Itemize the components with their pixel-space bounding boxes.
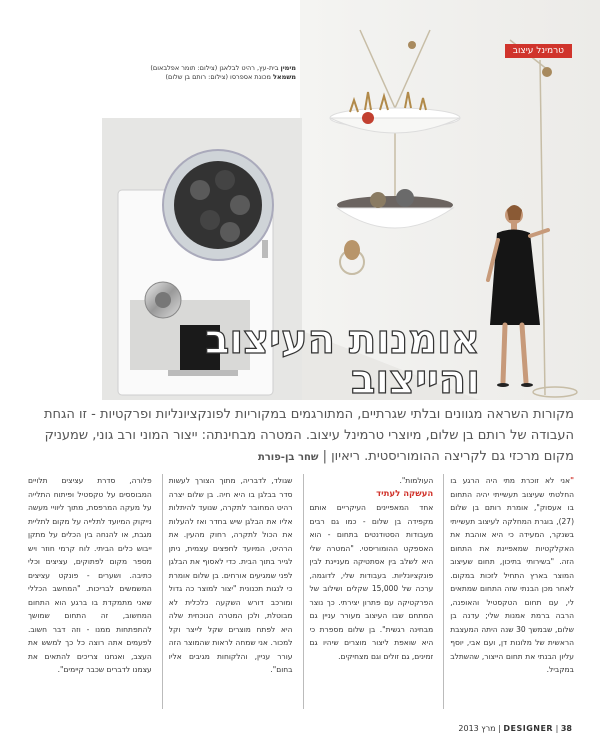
magazine-brand: DESIGNER — [503, 724, 554, 733]
title-line-1: אומנות העיצוב — [204, 317, 480, 363]
caption-label-right: מימין — [280, 64, 296, 72]
column-3 — [162, 474, 293, 709]
column-3-text: שגולד, לדבריה, מתוך הצורך לעשות סדר בבלגן בו היא חיה. בן שלום יצרה רהיט המחובר לתקרה, שנועד להיתלות אליו את הבלגן שיש בחדר ואז להעלות את הכול לתקרה, רחוק מהעין. את הרהיט, המיועד לחפצים עצמית, ניתן לגייר בתוך הבית. כדי לאסוף את הבלגן לפני שמגיעים אורחים. בן שלום אומרת כי לנגות תכנונית "יצור למוצר כה גדול ומורכב דורש השקעה כלכלית לא מבוטלת, ולכן המטרה הנוכחית שלה היא לפתח מוצרים שקל לייצר וקל למכור. אני שמחה לראות שהמוצר הזה עורר עניין, והלקוחות מגיבים אליו בחום". — [168, 476, 293, 674]
page-number: 38 — [560, 724, 572, 733]
title-line-2: והייצוב — [350, 357, 480, 400]
column-2-text: העולמות". — [399, 476, 434, 485]
page-footer: 38 | DESIGNER | מרץ 2013 — [458, 724, 572, 733]
lead-text: מקורות השראה מגוונים ובלתי שגרתיים, המתורגמים במקוריות לפונקציונליות ופרקטיות - זו הגחת העבודה של רותם בן שלום, מיוצרי טרמינל עיצוב. המטרה מבחינתה: ייצור המוני ורב גוני, שמעניק מקום מרכזי גם לקריצה ההומוריסטית. ריאיון | — [43, 407, 574, 464]
column-2 — [303, 474, 434, 709]
issue-date: מרץ 2013 — [458, 724, 496, 733]
article-title — [80, 317, 480, 400]
section-tag: טרמינל עיצוב — [505, 44, 572, 58]
caption-label-left: משמאל — [272, 73, 296, 81]
quote-mark: " — [570, 476, 574, 485]
column-4-text: פלורה, סדרת עציצים תלויים המבוססים על טקסטיל ופיתוח התלייה על מעקה המרפסת, מתוך ליוויי מעשה נייקוק המיועד לתלייה על מקום לתליית מגבת, או להנחה בין הכלים על מתקן ייבוש כלים הביתי. לוח קרמי חוזר ויש מספר מקום לפתוקים, עציצים וכלי כתיבה. ושערים - פונקט עציצים המשמשים לבריכות. "המחשב הכללי שאני מתמקדת בו ברגע הוא התחום המחשוב, זה התחום שמושך להתפתחות ממנו - וזה דבר חשוב. לפעמים אתה רוצה כל כך למשש את העצב, ואנחנו צריכים להתאים את עצמנו לדברים שכבר קיימים". — [28, 476, 152, 674]
column-2-subhead: העשקה לעתיד — [376, 488, 434, 499]
article-lead — [28, 404, 574, 468]
column-1 — [443, 474, 574, 709]
author-name: שחר בן-פורת — [257, 452, 319, 463]
caption-text-right: בית-עץ, רהיט לבלאגן (צילום: תומר אפלבאום) — [150, 64, 279, 72]
column-1-text: אני לא זוכרת מתי היה הרגע בו החלטתי שעיצוב תעשייתי יהיה התחום בו אעסוק", אומרת רותם בן שלום (27), בוגרת המחלקה לעיצוב תעשייתי בשנקר, המעידה כי היא אוהבת את האקלקטיות שמאפיינת את התחום הזה. "בשירותי בתיכון, תחום שעיצוב המוצר בארץ התחיל לזכות במקום. לאחר מכן הבנתי שזה התחום שמתאים לי, עם תחום הטקסטיל והאופנה, הרבה ברמת אמנות שלי; עדנה בן שלום, שבמשך 30 שנה היתה המעצבת הראשית של מלונות דן, ועם אבי, יוסף עליון הבנתי את תחום הייצור, שהשתלב במקביל. — [450, 476, 574, 674]
caption-text-left: מכונת אספרסו (צילום: רותם בן שלום) — [165, 73, 271, 81]
photo-caption — [106, 64, 296, 82]
column-4 — [28, 474, 152, 709]
article-columns — [28, 474, 574, 709]
column-2-text-continued: אחד המאפיינים העיקריים אותם מקפידה בן שלום - כמו גם רבים מעבודות הסטודנטים בתחום - הוא האספקט ההומוריסטי. "המטרה שלי היא לשלב בין אסתטיקה מעניינת לבין פונקציונליות. בעבודות שלי, לדוגמה, ערכה של 15,000 שקלים ושילוב של הפרקטיקה עם פתרון יצירתי. כך נוצר המתחם שבו העיצוב מעורר עניין גם מבחינה רגשית". בן שלום מספרת כי היא שואפת ליצור מוצרים שיהיו גם זמינים, גם זולים וגם מצחיקים. — [309, 503, 434, 661]
